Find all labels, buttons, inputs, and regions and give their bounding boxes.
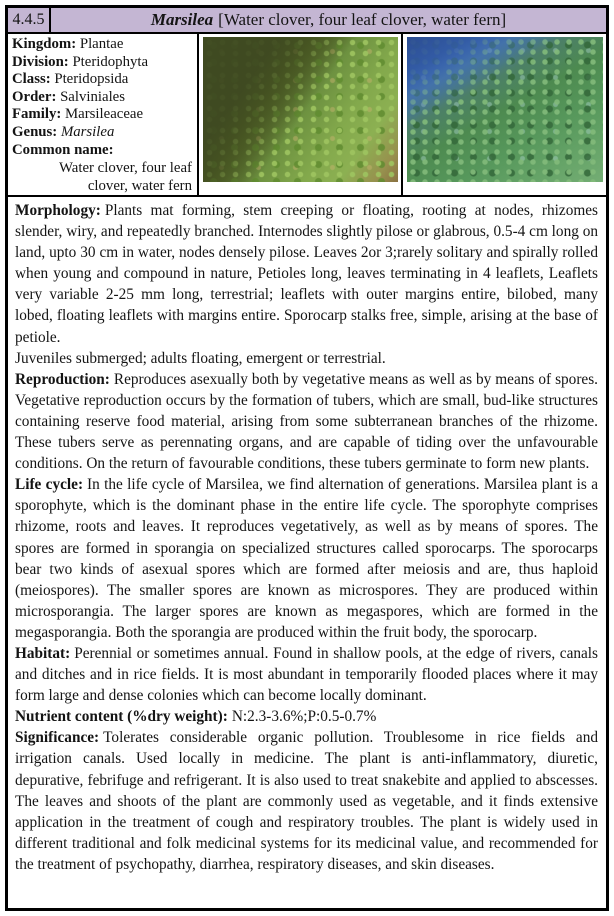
genus-title: Marsilea [150,10,214,29]
photo-water-clover-pond [203,37,398,182]
paragraph-morphology: Morphology: Plants mat forming, stem creeping or floating, rooting at nodes, rhizomes slender, wiry, and repeatedly branched. Internodes slightly pilose or glabrous, 0.5-4 cm long on land, upto 30 cm in water, nodes densely pilose. Leaves 2or 3;rarely solitary and spirally rolled when young and compound in nature, Petioles long, leaves terminating in 4 leaflets, Leaflets very variable 2-25 mm long, terrestrial; leaflets with outer margins entire, bilobed, many lobed, floating leaflets with margins entire. Sporocarp stalks free, simple, arising at the base of petiole. [15,202,598,346]
paragraph-nutrient-content: Nutrient content (%dry weight): N:2.3-3.6%;P:0.5-0.7% [15,708,377,726]
section-number: 4.4.5 [8,8,51,32]
common-names-title: [Water clover, four leaf clover, water fern] [218,10,507,29]
species-fact-sheet [5,5,609,911]
paragraph-juveniles: Juveniles submerged; adults floating, emergent or terrestrial. [15,349,386,367]
taxonomy-genus: Genus: Marsilea [12,123,115,140]
photo-cell-left [199,34,403,195]
photo-water-clover-blue-water [407,37,603,182]
taxonomy-class: Class: Pteridopsida [12,71,129,88]
taxonomy-family: Family: Marsileaceae [12,106,144,123]
page-title [51,8,606,32]
taxonomy-kingdom: Kingdom: Plantae [12,36,124,52]
paragraph-significance: Significance: Tolerates considerable organic pollution. Troublesome in rice fields and irrigation canals. Used locally in medicine. The plant is anti-inflammatory, diuretic, depurative, febrifuge and refrigerant. It is also used to treat snakebite and applied to abscesses. The leaves and shoots of the plant are commonly used as vegetable, and it finds extensive application in the treatment of cough and respiratory troubles. The plant is widely used in different traditional and folk medicinal systems for its medicinal value, and recommended for the treatment of psychopathy, diarrhea, respiratory diseases, and skin diseases. [15,729,598,873]
taxonomy-division: Division: Pteridophyta [12,53,149,70]
info-row [8,34,606,197]
taxonomy-panel [8,34,199,195]
paragraph-reproduction: Reproduction: Reproduces asexually both by vegetative means as well as by means of spores. Vegetative reproduction occurs by the formation of tubers, which are small, bud-like structures containing reserve food material, arising from some subterranean branches of the rhizome. These tubers serve as perennating organs, and are capable of tiding over the unfavourable conditions. On the return of favourable conditions, these tubers germinate to form new plants. [15,370,598,473]
taxonomy-common-name-line1: Water clover, four leaf [59,160,192,177]
photo-cell-right [403,34,606,195]
description-body [8,197,606,875]
paragraph-life-cycle: Life cycle: In the life cycle of Marsilea, we find alternation of generations. Marsilea plant is a sporophyte, which is the dominant phase in the entire life cycle. The sporophyte comprises rhizome, roots and leaves. It reproduces vegetatively, as well as by means of spores. The spores are formed in sporangia on specialized structures called sporocarps. The sporocarps bear two kinds of asexual spores which are formed after meiosis and are, thus haploid (meiospores). The smaller spores are known as microspores. They are produced within microsporangia. The larger spores are known as megaspores, which are formed in the megasporangia. Both the sporangia are produced within the fruit body, the sporocarp. [15,476,598,641]
paragraph-habitat: Habitat: Perennial or sometimes annual. Found in shallow pools, at the edge of rivers, canals and ditches and in rice fields. It is most abundant in temporarily flooded places where it may form large and dense colonies which can become locally dominant. [15,644,598,705]
taxonomy-order: Order: Salviniales [12,88,126,105]
taxonomy-common-name-label: Common name: [12,141,114,158]
header-row [8,8,606,34]
taxonomy-common-name-line2: clover, water fern [87,178,192,195]
